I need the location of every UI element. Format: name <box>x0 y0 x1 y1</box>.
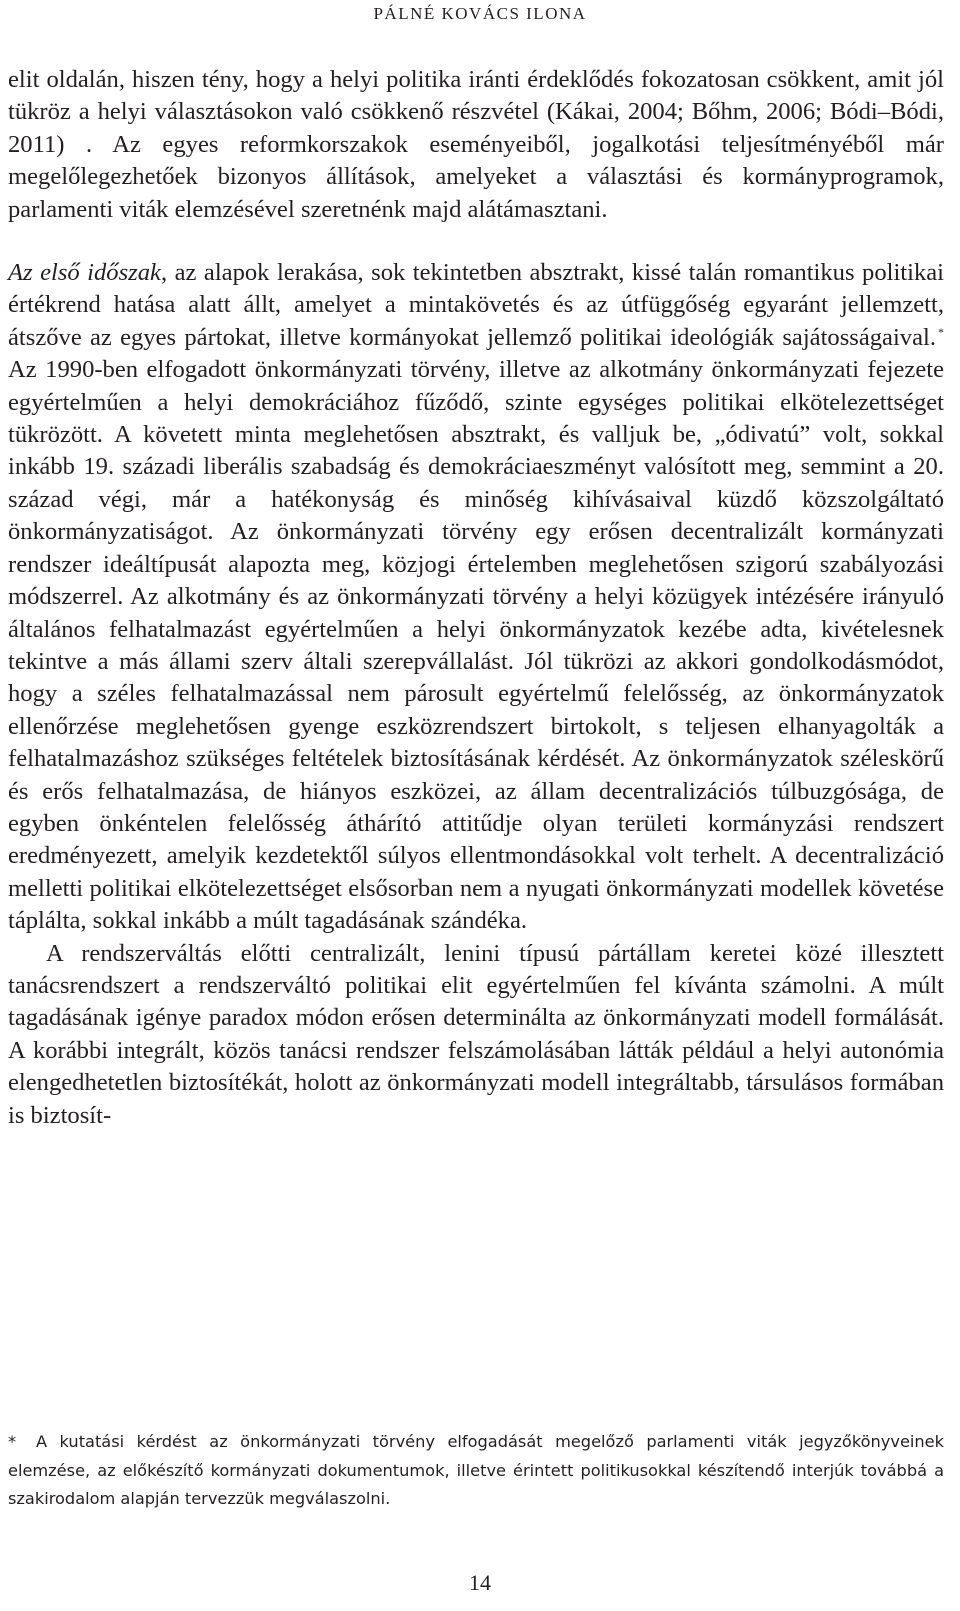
paragraph-1: elit oldalán, hiszen tény, hogy a helyi politika iránti érdeklődés fokozatosan csökkent, amit jól tükröz a helyi választásokon való csökkenő részvétel (Kákai, 2004; Bőhm, 2006; Bódi–Bódi, 2011) . Az egyes reformkorszakok eseményeiből, jogalkotási teljesítményéből már megelőlegezhetőek bizonyos állítások, amelyeket a választási és kormányprogramok, parlamenti viták elemzésével szeretnénk majd alátámasztani. <box>8 66 944 223</box>
footnote-text: A kutatási kérdést az önkormányzati törvény elfogadását megelőző parlamenti viták jegyzőkönyveinek elemzése, az előkészítő kormányzati dokumentumok, illetve érintett politikusokkal készítendő interjúk továbbá a szakirodalom alapján tervezzük megválaszolni. <box>8 1432 944 1508</box>
paragraph-3: A rendszerváltás előtti centralizált, lenini típusú pártállam keretei közé illesztett tanácsrendszert a rendszerváltó politikai elit egyértelműen fel kívánta számolni. A múlt tagadásának igénye paradox módon erősen determinálta az önkormányzati modell formálását. A korábbi integrált, közös tanácsi rendszer felszámolásában látták például a helyi autonómia elengedhetetlen biztosítékát, holott az önkormányzati modell integráltabb, társulásos formában is biztosít- <box>8 939 944 1129</box>
paragraph-2-part-b: Az 1990-ben elfogadott önkormányzati törvény, illetve az alkotmány önkormányzati fejezete egyértelműen a helyi demokráciához fűződő, szinte egységes politikai elkötelezettséget tükrözött. A követett minta meglehetősen absztrakt, és valljuk be, „ódivatú” volt, sokkal inkább 19. századi liberális szabadság és demokráciaeszményt valósított meg, semmint a 20. század végi, már a hatékonyság és minőség kihívásaival küzdő közszolgáltató önkormányzatiságot. Az önkormányzati törvény egy erősen decentralizált kormányzati rendszer ideáltípusát alapozta meg, közjogi értelemben meglehetősen szigorú szabályozási módszerrel. Az alkotmány és az önkormányzati törvény a helyi közügyek intézésére irányuló általános felhatalmazást egyértelműen a helyi önkormányzatok kezébe adta, kivételesnek tekintve a más állami szerv általi szerepvállalást. Jól tükrözi az akkori gondolkodásmódot, hogy a széles felhatalmazással nem párosult egyértelmű felelősség, az önkormányzatok ellenőrzése meglehetősen gyenge eszközrendszert birtokolt, s teljesen elhanyagolták a felhatalmazáshoz szükséges feltételek biztosításának kérdését. Az önkormányzatok széleskörű és erős felhatalmazása, de hiányos eszközei, az állam decentralizációs túlbuzgósága, de egyben önkéntelen felelősség áthárító attitűdje olyan területi kormányzási rendszert eredményezett, amelyik kezdetektől súlyos ellentmondásokkal volt terhelt. A decentralizáció melletti politikai elkötelezettséget elsősorban nem a nyugati önkormányzati modellek követése táplálta, sokkal inkább a múlt tagadásának szándéka. <box>8 356 944 935</box>
main-text <box>8 64 944 1132</box>
page-number: 14 <box>469 1570 491 1595</box>
footnote-marker: * <box>8 1432 17 1451</box>
running-head-author: PÁLNÉ KOVÁCS ILONA <box>373 4 587 23</box>
footnote-reference-marker[interactable]: * <box>938 324 944 339</box>
paragraph-2-italic-lead: Az első időszak <box>8 259 161 287</box>
footnote <box>8 1428 944 1514</box>
paragraph-2-part-a: , az alapok lerakása, sok tekintetben absztrakt, kissé talán romantikus politikai értékrend hatása alatt állt, amelyet a mintakövetés és az útfüggőség egyaránt jellemzett, átszőve az egyes pártokat, illetve kormányokat jellemző politikai ideológiák sajátosságaival. <box>8 259 944 351</box>
paragraph-2 <box>8 257 944 938</box>
